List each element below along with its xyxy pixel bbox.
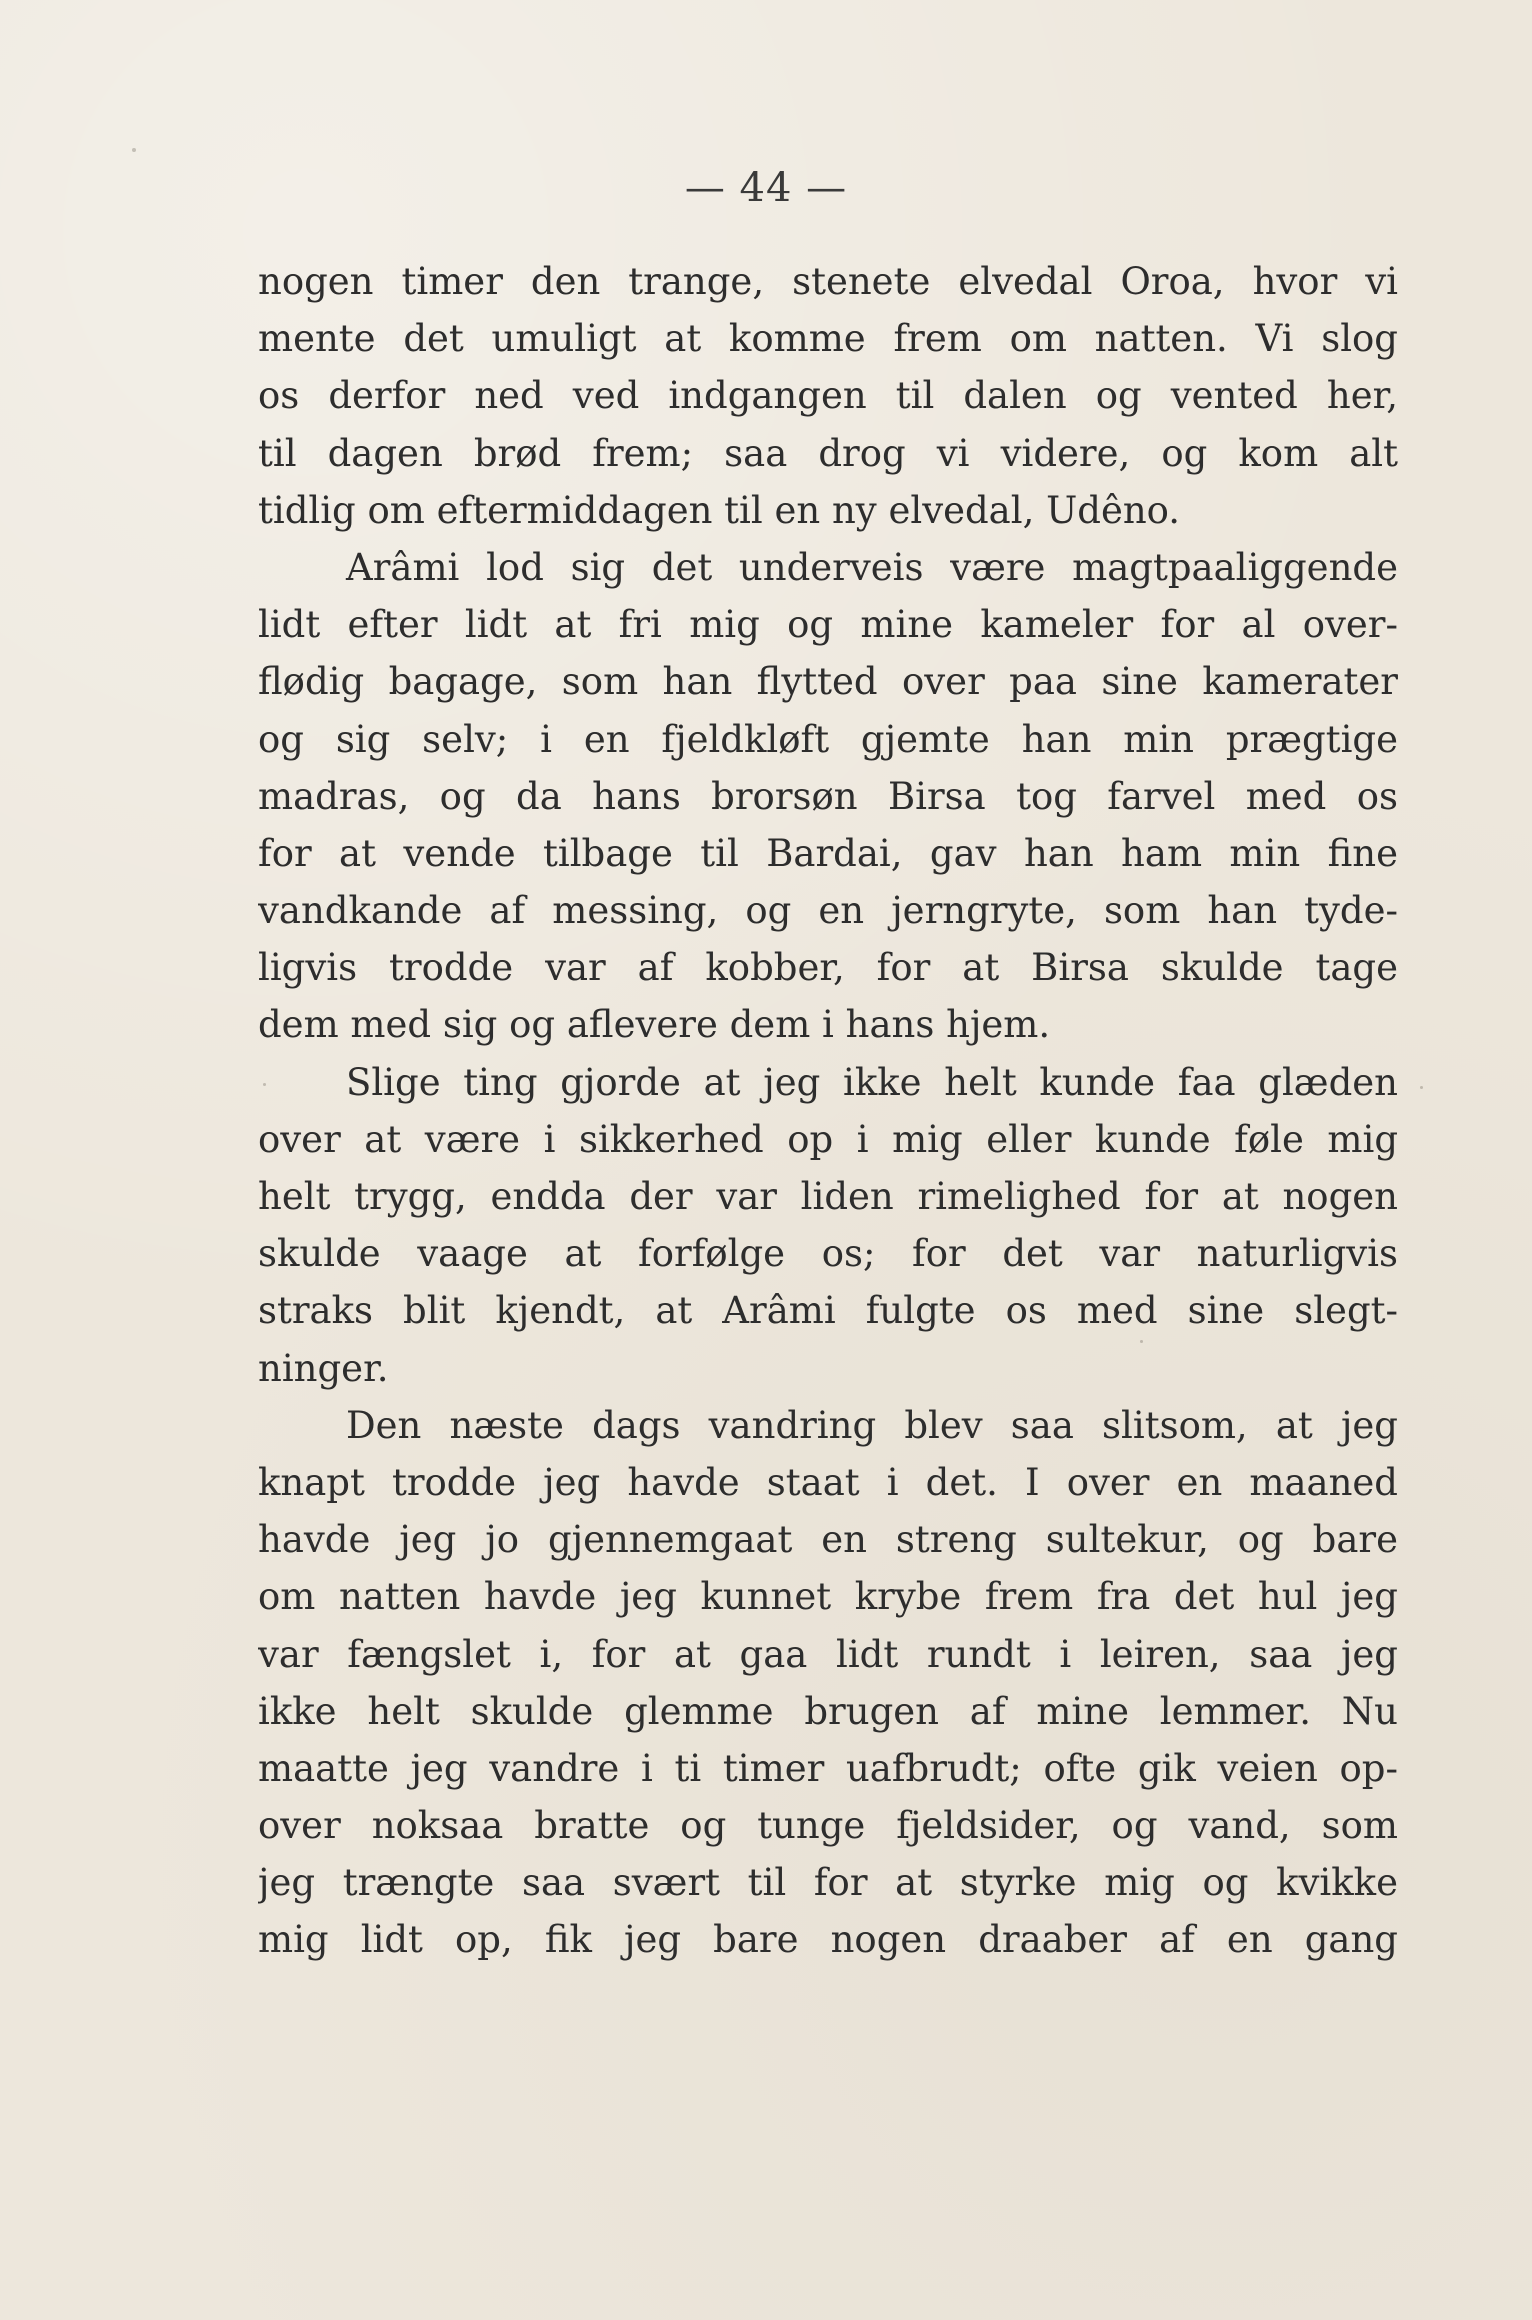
page-number: — 44 — bbox=[684, 165, 848, 211]
text-line: mig lidt op, fik jeg bare nogen draaber af en gang bbox=[258, 1918, 1398, 1962]
paper-speck bbox=[263, 1083, 266, 1086]
text-line: til dagen brød frem; saa drog vi videre, og kom alt bbox=[258, 431, 1398, 475]
text-line: var fængslet i, for at gaa lidt rundt i leiren, saa jeg bbox=[258, 1632, 1398, 1676]
paper-speck bbox=[132, 148, 136, 152]
text-line: helt trygg, endda der var liden rimelighed for at nogen bbox=[258, 1175, 1398, 1218]
text-line: Arâmi lod sig det underveis være magtpaaliggende bbox=[346, 545, 1398, 589]
text-line: knapt trodde jeg havde staat i det. I over en maaned bbox=[258, 1460, 1398, 1504]
text-line: om natten havde jeg kunnet krybe frem fra det hul jeg bbox=[258, 1575, 1398, 1619]
text-line: vandkande af messing, og en jerngryte, som han tyde- bbox=[258, 889, 1398, 933]
text-line: madras, og da hans brorsøn Birsa tog farvel med os bbox=[258, 774, 1398, 818]
text-line: ikke helt skulde glemme brugen af mine lemmer. Nu bbox=[258, 1689, 1398, 1733]
paper-speck bbox=[1420, 1086, 1423, 1089]
text-line: straks blit kjendt, at Arâmi fulgte os med sine slegt- bbox=[258, 1289, 1398, 1333]
text-line: os derfor ned ved indgangen til dalen og vented her, bbox=[258, 374, 1398, 418]
body-text bbox=[258, 253, 1398, 1969]
text-line: flødig bagage, som han flytted over paa sine kamerater bbox=[258, 660, 1398, 704]
text-line: lidt efter lidt at fri mig og mine kameler for al over- bbox=[258, 603, 1398, 647]
text-line: for at vende tilbage til Bardai, gav han ham min fine bbox=[258, 831, 1398, 875]
text-line: jeg trængte saa svært til for at styrke mig og kvikke bbox=[258, 1861, 1398, 1905]
text-line: dem med sig og aflevere dem i hans hjem. bbox=[258, 1003, 1051, 1047]
text-line: tidlig om eftermiddagen til en ny elvedal, Udêno. bbox=[258, 488, 1181, 532]
text-line: over at være i sikkerhed op i mig eller kunde føle mig bbox=[258, 1117, 1398, 1161]
text-line: nogen timer den trange, stenete elvedal Oroa, hvor vi bbox=[258, 260, 1398, 303]
text-line: over noksaa bratte og tunge fjeldsider, og vand, som bbox=[258, 1804, 1398, 1848]
text-line: Slige ting gjorde at jeg ikke helt kunde faa glæden bbox=[346, 1060, 1398, 1104]
text-line: maatte jeg vandre i ti timer uafbrudt; ofte gik veien op- bbox=[258, 1746, 1398, 1790]
text-line: Den næste dags vandring blev saa slitsom, at jeg bbox=[346, 1403, 1398, 1447]
text-line: og sig selv; i en fjeldkløft gjemte han min prægtige bbox=[258, 717, 1398, 761]
text-line: skulde vaage at forfølge os; for det var naturligvis bbox=[258, 1232, 1398, 1276]
paper-speck bbox=[1140, 1340, 1143, 1343]
text-line: havde jeg jo gjennemgaat en streng sultekur, og bare bbox=[258, 1518, 1398, 1562]
text-line: mente det umuligt at komme frem om natten. Vi slog bbox=[258, 317, 1398, 361]
text-line: ninger. bbox=[258, 1346, 389, 1390]
text-line: ligvis trodde var af kobber, for at Birsa skulde tage bbox=[258, 946, 1398, 990]
